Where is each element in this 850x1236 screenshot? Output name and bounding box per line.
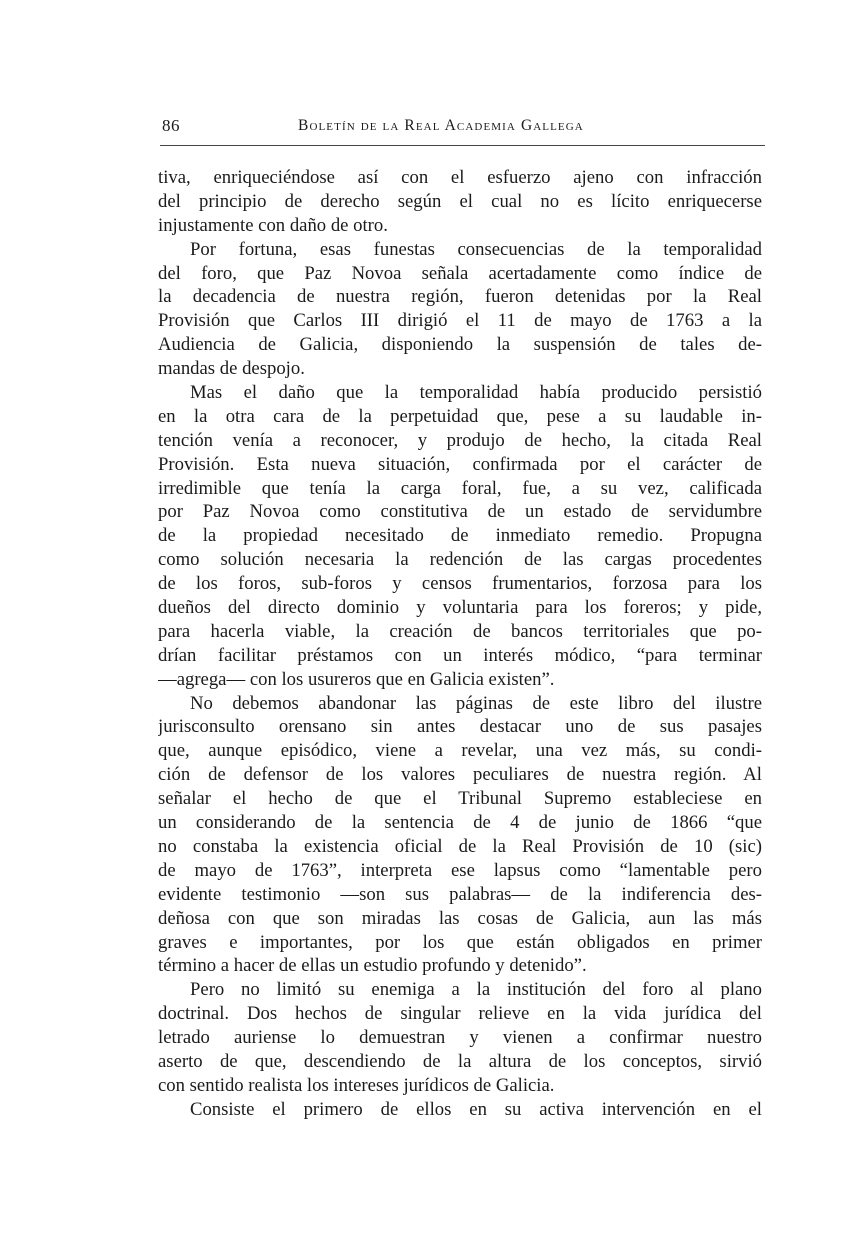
text-line: No debemos abandonar las páginas de este libro del ilustre — [190, 692, 762, 714]
text-line: aserto de que, descendiendo de la altura de los conceptos, sirvió — [158, 1050, 762, 1072]
text-line: en la otra cara de la perpetuidad que, pese a su laudable in- — [158, 405, 762, 427]
text-line: Consiste el primero de ellos en su activa intervención en el — [190, 1098, 762, 1120]
text-line: letrado auriense lo demuestran y vienen a confirmar nuestro — [158, 1027, 762, 1049]
text-line: de la propiedad necesitado de inmediato remedio. Propugna — [158, 525, 762, 547]
page-header — [160, 116, 765, 138]
header-rule — [160, 145, 765, 146]
text-line: la decadencia de nuestra región, fueron detenidas por la Real — [158, 286, 762, 308]
text-line: por Paz Novoa como constitutiva de un estado de servidumbre — [158, 501, 762, 523]
text-line: para hacerla viable, la creación de bancos territoriales que po- — [158, 620, 762, 642]
running-title: Boletín de la Real Academia Gallega — [298, 117, 584, 134]
text-line: doctrinal. Dos hechos de singular relieve en la vida jurídica del — [158, 1003, 762, 1025]
page-number: 86 — [162, 116, 180, 135]
text-line: Provisión. Esta nueva situación, confirmada por el carácter de — [158, 453, 762, 475]
text-line: Por fortuna, esas funestas consecuencias de la temporalidad — [190, 238, 762, 260]
text-line: evidente testimonio —son sus palabras— de la indiferencia des- — [158, 883, 762, 905]
text-line: ción de defensor de los valores peculiares de nuestra región. Al — [158, 764, 762, 786]
text-line: Provisión que Carlos III dirigió el 11 de mayo de 1763 a la — [158, 310, 762, 332]
text-line: de mayo de 1763”, interpreta ese lapsus como “lamentable pero — [158, 859, 762, 881]
paragraph — [158, 238, 762, 381]
text-line: drían facilitar préstamos con un interés módico, “para terminar — [158, 644, 762, 666]
text-line: —agrega— con los usureros que en Galicia existen”. — [158, 668, 555, 690]
text-line: dueños del directo dominio y voluntaria para los foreros; y pide, — [158, 597, 762, 619]
text-line: como solución necesaria la redención de las cargas procedentes — [158, 549, 762, 571]
text-line: del foro, que Paz Novoa señala acertadamente como índice de — [158, 262, 762, 284]
text-line: del principio de derecho según el cual no es lícito enriquecerse — [158, 190, 762, 212]
paragraph — [158, 692, 762, 979]
text-line: jurisconsulto orensano sin antes destacar uno de sus pasajes — [158, 716, 762, 738]
body-text — [158, 166, 762, 1122]
text-line: término a hacer de ellas un estudio profundo y detenido”. — [158, 955, 587, 977]
paragraph — [158, 166, 762, 238]
text-line: tiva, enriqueciéndose así con el esfuerzo ajeno con infracción — [158, 167, 762, 188]
text-line: injustamente con daño de otro. — [158, 214, 388, 236]
text-line: que, aunque episódico, viene a revelar, una vez más, su condi- — [158, 740, 762, 762]
paragraph — [158, 978, 762, 1097]
text-line: de los foros, sub-foros y censos frumentarios, forzosa para los — [158, 573, 762, 595]
text-line: graves e importantes, por los que están obligados en primer — [158, 931, 762, 953]
text-line: un considerando de la sentencia de 4 de junio de 1866 “que — [158, 812, 762, 834]
text-line: Pero no limitó su enemiga a la institución del foro al plano — [190, 979, 762, 1001]
paragraph — [158, 1098, 762, 1122]
text-line: mandas de despojo. — [158, 358, 305, 380]
text-line: deñosa con que son miradas las cosas de Galicia, aun las más — [158, 907, 762, 929]
text-line: señalar el hecho de que el Tribunal Supremo estableciese en — [158, 788, 762, 810]
text-line: irredimible que tenía la carga foral, fue, a su vez, calificada — [158, 477, 762, 499]
text-line: no constaba la existencia oficial de la Real Provisión de 10 (sic) — [158, 835, 762, 857]
paragraph — [158, 381, 762, 692]
text-line: con sentido realista los intereses jurídicos de Galicia. — [158, 1074, 555, 1096]
text-line: Audiencia de Galicia, disponiendo la suspensión de tales de- — [158, 334, 762, 356]
text-line: Mas el daño que la temporalidad había producido persistió — [190, 382, 762, 404]
text-line: tención venía a reconocer, y produjo de hecho, la citada Real — [158, 429, 762, 451]
